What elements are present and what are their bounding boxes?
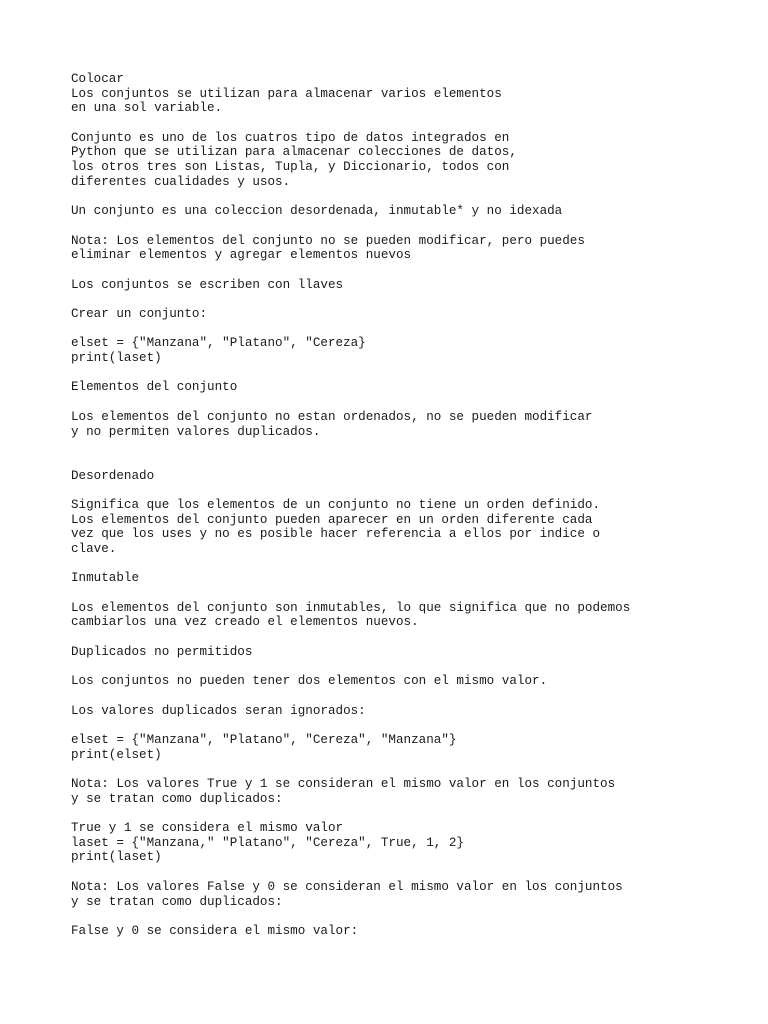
text-line: Nota: Los valores False y 0 se consideran el mismo valor en los conjuntos: [71, 879, 623, 894]
text-line: print(laset): [71, 351, 162, 366]
text-line: False y 0 se considera el mismo valor:: [71, 923, 359, 938]
text-line: print(laset): [71, 850, 162, 865]
text-line: Elementos del conjunto: [71, 380, 238, 395]
text-line: Los valores duplicados seran ignorados:: [71, 703, 366, 718]
text-line: Python que se utilizan para almacenar colecciones de datos,: [71, 145, 517, 160]
blank-line: [71, 586, 751, 601]
text-line: vez que los uses y no es posible hacer referencia a ellos por indice o: [71, 527, 601, 542]
blank-line: [71, 909, 751, 924]
blank-line: [71, 454, 751, 469]
text-line: laset = {"Manzana," "Platano", "Cereza", True, 1, 2}: [71, 835, 464, 850]
text-line: Nota: Los valores True y 1 se consideran el mismo valor en los conjuntos: [71, 777, 616, 791]
text-line: eliminar elementos y agregar elementos nuevos: [71, 248, 412, 263]
text-line: Significa que los elementos de un conjunto no tiene un orden definido.: [71, 497, 601, 512]
text-line: Colocar: [71, 72, 124, 86]
blank-line: [71, 762, 751, 777]
blank-line: [71, 292, 751, 307]
blank-line: [71, 718, 751, 733]
text-line: Los elementos del conjunto pueden aparecer en un orden diferente cada: [71, 512, 593, 527]
text-line: y se tratan como duplicados:: [71, 894, 283, 909]
blank-line: [71, 116, 751, 131]
text-line: los otros tres son Listas, Tupla, y Diccionario, todos con: [71, 160, 510, 175]
blank-line: [71, 630, 751, 645]
blank-line: [71, 483, 751, 498]
text-line: Los conjuntos se escriben con llaves: [71, 277, 344, 292]
text-line: Crear un conjunto:: [71, 307, 208, 321]
blank-line: [71, 806, 751, 821]
document-page: [71, 72, 751, 939]
text-line: en una sol variable.: [71, 101, 223, 116]
blank-line: [71, 366, 751, 381]
blank-line: [71, 689, 751, 704]
blank-line: [71, 219, 751, 234]
blank-line: [71, 439, 751, 454]
blank-line: [71, 557, 751, 572]
text-line: Duplicados no permitidos: [71, 644, 253, 659]
text-line: diferentes cualidades y usos.: [71, 174, 291, 189]
text-line: elset = {"Manzana", "Platano", "Cereza", "Manzana"}: [71, 732, 457, 747]
text-line: elset = {"Manzana", "Platano", "Cereza}: [71, 336, 366, 351]
blank-line: [71, 660, 751, 675]
text-line: Desordenado: [71, 468, 155, 483]
blank-line: [71, 395, 751, 410]
text-line: Nota: Los elementos del conjunto no se pueden modificar, pero puedes: [71, 233, 585, 248]
blank-line: [71, 865, 751, 880]
text-line: clave.: [71, 542, 117, 556]
text-line: cambiarlos una vez creado el elementos nuevos.: [71, 615, 419, 630]
text-line: Los conjuntos no pueden tener dos elementos con el mismo valor.: [71, 674, 548, 689]
blank-line: [71, 322, 751, 337]
text-line: Un conjunto es una coleccion desordenada, inmutable* y no idexada: [71, 204, 563, 219]
blank-line: [71, 263, 751, 278]
text-line: print(elset): [71, 747, 162, 762]
text-line: y no permiten valores duplicados.: [71, 424, 321, 439]
text-line: Los elementos del conjunto son inmutables, lo que significa que no podemos: [71, 600, 631, 615]
text-line: Inmutable: [71, 571, 140, 586]
blank-line: [71, 190, 751, 205]
text-line: Los elementos del conjunto no estan ordenados, no se pueden modificar: [71, 409, 593, 424]
text-line: y se tratan como duplicados:: [71, 791, 283, 806]
text-line: True y 1 se considera el mismo valor: [71, 821, 344, 836]
text-line: Conjunto es uno de los cuatros tipo de datos integrados en: [71, 130, 510, 145]
text-line: Los conjuntos se utilizan para almacenar varios elementos: [71, 86, 502, 101]
